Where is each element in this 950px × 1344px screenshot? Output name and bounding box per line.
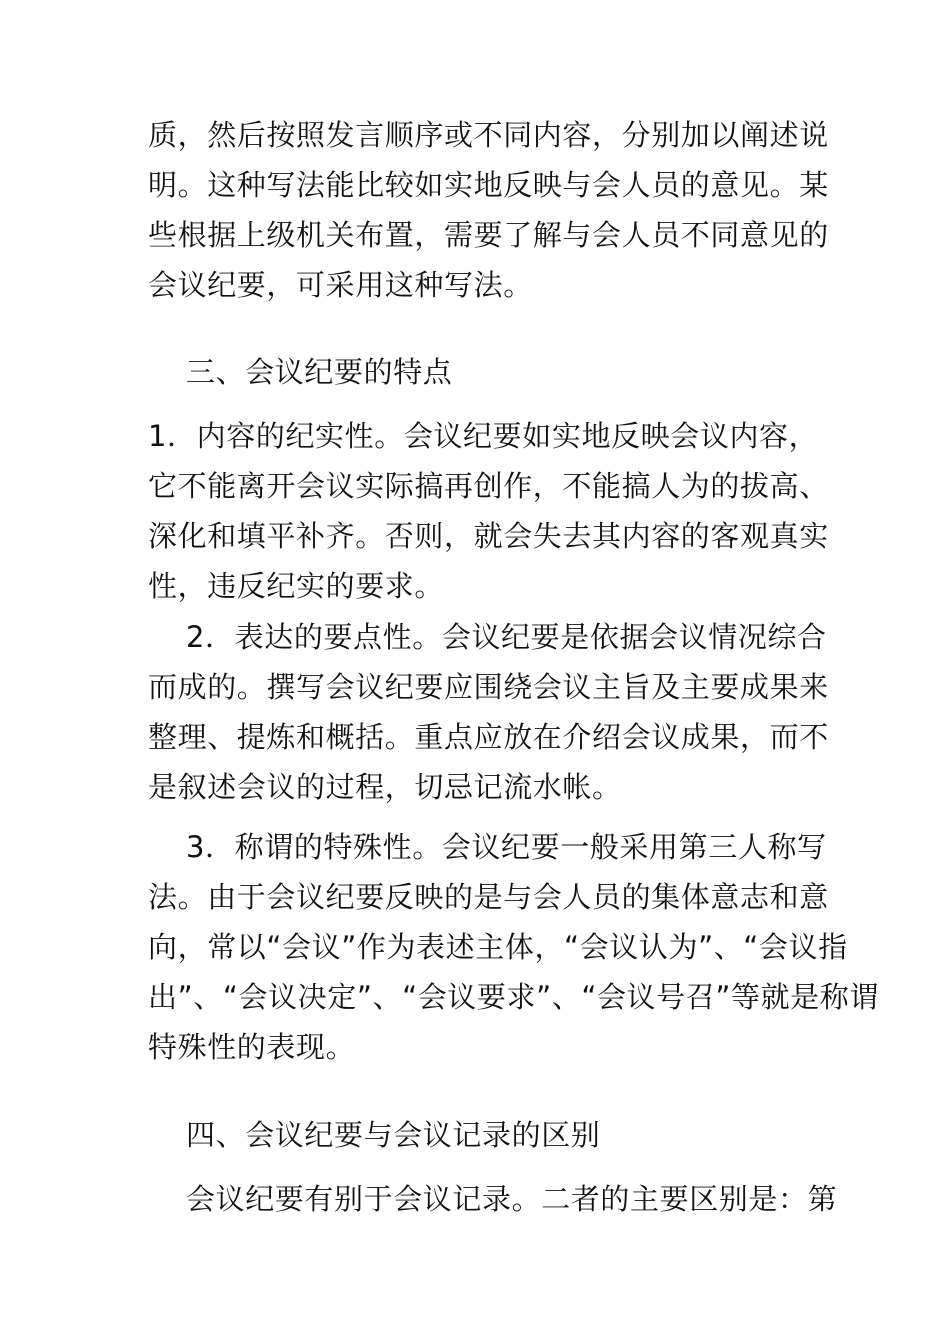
text-line: 明。这种写法能比较如实地反映与会人员的意见。某 xyxy=(148,168,829,202)
text-line: 些根据上级机关布置，需要了解与会人员不同意见的 xyxy=(148,218,829,252)
text-line: 特殊性的表现。 xyxy=(148,1030,356,1064)
text-line: 质，然后按照发言顺序或不同内容，分别加以阐述说 xyxy=(148,118,829,152)
text-line: 它不能离开会议实际搞再创作，不能搞人为的拔高、 xyxy=(148,469,829,503)
text-line: 1．内容的纪实性。会议纪要如实地反映会议内容， xyxy=(148,419,819,453)
section-heading: 四、会议纪要与会议记录的区别 xyxy=(186,1118,601,1152)
text-line: 性，违反纪实的要求。 xyxy=(148,569,445,603)
section-heading: 三、会议纪要的特点 xyxy=(186,355,453,389)
text-line: 整理、提炼和概括。重点应放在介绍会议成果，而不 xyxy=(148,720,829,754)
text-line: 而成的。撰写会议纪要应围绕会议主旨及主要成果来 xyxy=(148,670,829,704)
text-line: 会议纪要有别于会议记录。二者的主要区别是：第 xyxy=(186,1182,838,1216)
text-line: 是叙述会议的过程，切忌记流水帐。 xyxy=(148,770,622,804)
text-line: 出”、“会议决定”、“会议要求”、“会议号召”等就是称谓 xyxy=(148,980,879,1014)
text-line: 法。由于会议纪要反映的是与会人员的集体意志和意 xyxy=(148,880,829,914)
text-line: 会议纪要，可采用这种写法。 xyxy=(148,268,533,302)
text-line: 向，常以“会议”作为表述主体，“会议认为”、“会议指 xyxy=(148,930,848,964)
text-line: 深化和填平补齐。否则，就会失去其内容的客观真实 xyxy=(148,519,829,553)
text-line: 3．称谓的特殊性。会议纪要一般采用第三人称写 xyxy=(186,830,827,864)
text-line: 2．表达的要点性。会议纪要是依据会议情况综合 xyxy=(186,620,827,654)
